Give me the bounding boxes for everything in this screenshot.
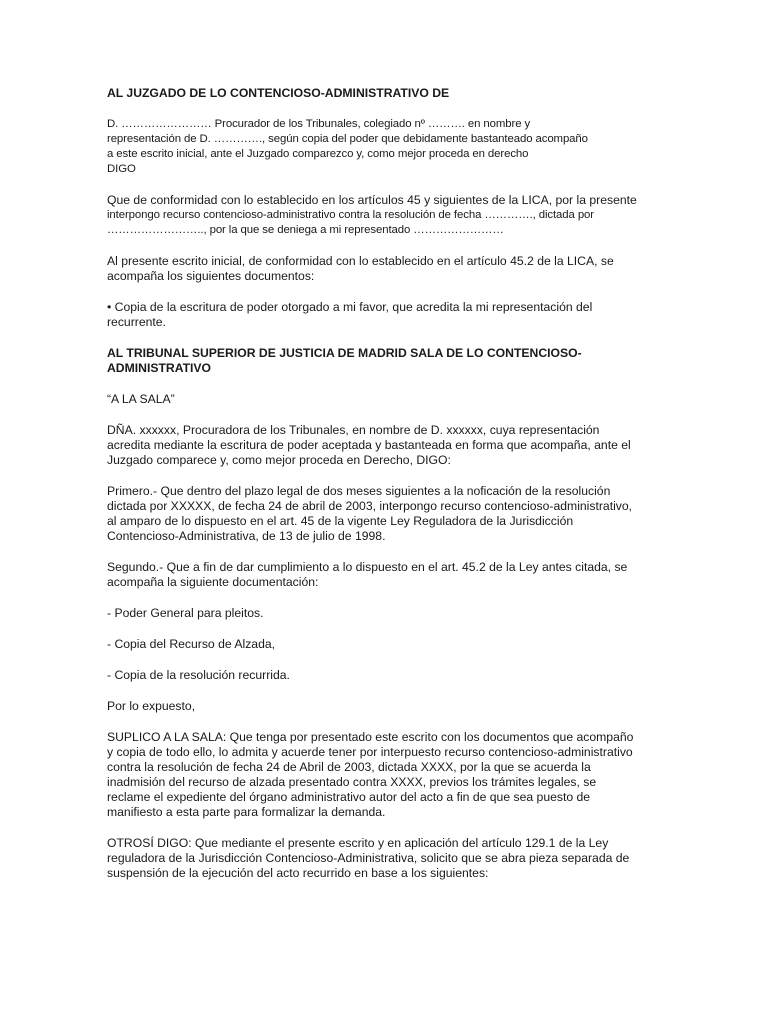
document-page: [107, 86, 667, 897]
text-line: OTROSÍ DIGO: Que mediante el presente escrito y en aplicación del artículo 129.1 de la Ley: [107, 836, 609, 850]
heading-line: AL JUZGADO DE LO CONTENCIOSO-ADMINISTRATIVO DE: [107, 86, 450, 100]
doc-list-item: [107, 637, 667, 652]
salutation-a-la-sala: [107, 392, 667, 407]
paragraph-conformidad: [107, 193, 667, 238]
paragraph-dna: [107, 423, 667, 468]
text-line: Que de conformidad con lo establecido en los artículos 45 y siguientes de la LICA, por la presente: [107, 193, 637, 207]
text-line: - Copia del Recurso de Alzada,: [107, 637, 276, 651]
doc-list-item: [107, 606, 667, 621]
text-line: a este escrito inicial, ante el Juzgado comparezco y, como mejor proceda en derecho: [107, 148, 529, 160]
text-line: - Copia de la resolución recurrida.: [107, 668, 290, 682]
text-line: SUPLICO A LA SALA: Que tenga por presentado este escrito con los documentos que acompaño: [107, 730, 634, 744]
text-line: y copia de todo ello, lo admita y acuerde tener por interpuesto recurso contencioso-administrativo: [107, 745, 633, 759]
doc-list-item: [107, 668, 667, 683]
text-line: inadmisión del recurso de alzada presentado contra XXXX, previos los trámites legales, se: [107, 775, 597, 789]
text-line: DÑA. xxxxxx, Procuradora de los Tribunales, en nombre de D. xxxxxx, cuya representación: [107, 423, 600, 437]
text-line: suspensión de la ejecución del acto recurrido en base a los siguientes:: [107, 866, 489, 880]
heading-line: AL TRIBUNAL SUPERIOR DE JUSTICIA DE MADRID SALA DE LO CONTENCIOSO-: [107, 346, 582, 360]
text-line: recurrente.: [107, 315, 166, 329]
text-line: al amparo de lo dispuesto en el art. 45 de la vigente Ley Reguladora de la Jurisdicción: [107, 514, 574, 528]
text-line: acredita mediante la escritura de poder aceptada y bastanteada en forma que acompaña, ante el: [107, 438, 631, 452]
text-line: …………………….., por la que se deniega a mi representado ……………………: [107, 224, 504, 236]
paragraph-por-lo-expuesto: [107, 699, 667, 714]
paragraph-intro: [107, 117, 667, 177]
text-line: interpongo recurso contencioso-administrativo contra la resolución de fecha …………., dictada por: [107, 209, 594, 221]
text-line: reguladora de la Jurisdicción Contencioso-Administrativa, solicito que se abra pieza separada de: [107, 851, 630, 865]
text-line: Juzgado comparece y, como mejor proceda en Derecho, DIGO:: [107, 453, 451, 467]
text-line: D. …………………… Procurador de los Tribunales, colegiado nº ………. en nombre y: [107, 118, 531, 130]
paragraph-otrosi: [107, 836, 667, 881]
text-line: Al presente escrito inicial, de conformidad con lo establecido en el artículo 45.2 de la LICA, se: [107, 254, 614, 268]
heading-line: ADMINISTRATIVO: [107, 361, 212, 375]
heading-tribunal: [107, 346, 667, 376]
text-line: - Poder General para pleitos.: [107, 606, 264, 620]
text-line: Por lo expuesto,: [107, 699, 196, 713]
text-line: representación de D. …………., según copia del poder que debidamente bastanteado acompaño: [107, 133, 588, 145]
text-line: “A LA SALA”: [107, 392, 175, 406]
text-line: acompaña los siguientes documentos:: [107, 269, 315, 283]
paragraph-segundo: [107, 560, 667, 590]
text-line: • Copia de la escritura de poder otorgado a mi favor, que acredita la mi representación del: [107, 300, 593, 314]
text-line: DIGO: [107, 163, 136, 175]
text-line: reclame el expediente del órgano administrativo autor del acto a fin de que sea puesto de: [107, 790, 591, 804]
text-line: acompaña la siguiente documentación:: [107, 575, 319, 589]
text-line: Segundo.- Que a fin de dar cumplimiento a lo dispuesto en el art. 45.2 de la Ley antes citada, se: [107, 560, 628, 574]
text-line: contra la resolución de fecha 24 de Abril de 2003, dictada XXXX, por la que se acuerda la: [107, 760, 591, 774]
paragraph-suplico: [107, 730, 667, 820]
paragraph-documentos: [107, 254, 667, 284]
text-line: dictada por XXXXX, de fecha 24 de abril de 2003, interpongo recurso contencioso-administrativo,: [107, 499, 633, 513]
bullet-list-item: [107, 300, 667, 330]
text-line: Contencioso-Administrativa, de 13 de julio de 1998.: [107, 529, 386, 543]
text-line: manifiesto a esta parte para formalizar la demanda.: [107, 805, 386, 819]
paragraph-primero: [107, 484, 667, 544]
heading-juzgado: [107, 86, 667, 101]
text-line: Primero.- Que dentro del plazo legal de dos meses siguientes a la noficación de la resolución: [107, 484, 611, 498]
